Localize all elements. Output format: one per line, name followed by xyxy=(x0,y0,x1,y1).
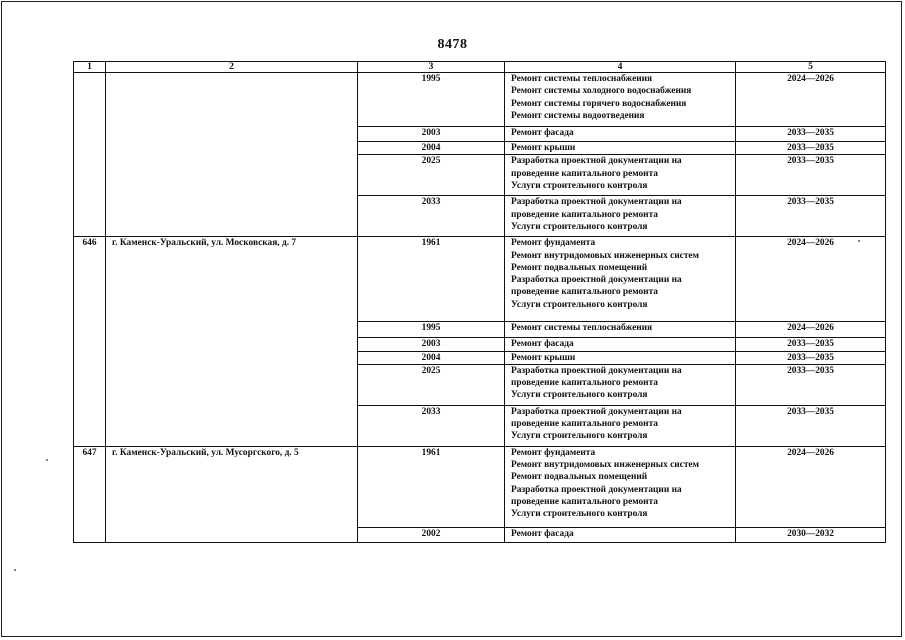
works-cell xyxy=(505,338,736,351)
works-cell xyxy=(505,527,736,542)
year-cell: 2025 xyxy=(358,364,505,405)
work-item: Ремонт внутридомовых инженерных систем xyxy=(511,250,699,261)
period-cell: 2033—2035 xyxy=(736,127,886,142)
period-cell: 2033—2035 xyxy=(736,155,886,196)
works-cell xyxy=(505,142,736,155)
period-cell: 2033—2035 xyxy=(736,338,886,351)
work-item: Ремонт фасада xyxy=(511,528,574,539)
work-item: Разработка проектной документации на xyxy=(511,156,682,167)
works-cell xyxy=(505,127,736,142)
year-cell: 2004 xyxy=(358,351,505,364)
scan-speck xyxy=(14,569,16,571)
work-item: Ремонт системы теплоснабжения xyxy=(511,323,653,334)
address-cell: г. Каменск-Уральский, ул. Мусоргского, д. 5 xyxy=(106,446,358,542)
period-cell: 2024—2026 xyxy=(736,237,886,322)
work-item: Разработка проектной документации на xyxy=(511,365,682,376)
year-cell: 2004 xyxy=(358,142,505,155)
work-item: Ремонт крыши xyxy=(511,352,576,363)
year-cell: 1995 xyxy=(358,73,505,127)
page-number: 8478 xyxy=(437,37,468,52)
row-number xyxy=(74,73,106,237)
work-item: Ремонт внутридомовых инженерных систем xyxy=(511,460,699,471)
work-item: проведение капитального ремонта xyxy=(511,209,658,220)
work-item: Ремонт системы водоотведения xyxy=(511,110,645,121)
period-cell: 2033—2035 xyxy=(736,405,886,446)
work-item: проведение капитального ремонта xyxy=(511,419,658,430)
year-cell: 1995 xyxy=(358,322,505,338)
work-item: Ремонт фасада xyxy=(511,339,574,350)
column-header-2: 2 xyxy=(106,62,358,73)
work-item: Ремонт фундамента xyxy=(511,238,596,249)
period-cell: 2033—2035 xyxy=(736,364,886,405)
table-body xyxy=(74,73,886,543)
works-cell xyxy=(505,351,736,364)
column-header-3: 3 xyxy=(358,62,505,73)
year-cell: 2025 xyxy=(358,155,505,196)
period-cell: 2033—2035 xyxy=(736,196,886,237)
year-cell: 2002 xyxy=(358,527,505,542)
scan-speck xyxy=(858,240,860,242)
works-cell xyxy=(505,364,736,405)
work-item: проведение капитального ремонта xyxy=(511,287,658,298)
header-row xyxy=(74,62,886,73)
period-cell: 2024—2026 xyxy=(736,322,886,338)
period-cell: 2024—2026 xyxy=(736,73,886,127)
works-cell xyxy=(505,405,736,446)
works-cell xyxy=(505,446,736,527)
year-cell: 1961 xyxy=(358,237,505,322)
column-header-5: 5 xyxy=(736,62,886,73)
work-item: Разработка проектной документации на xyxy=(511,484,682,495)
work-item: Ремонт фасада xyxy=(511,128,574,138)
year-cell: 2033 xyxy=(358,196,505,237)
work-item: Разработка проектной документации на xyxy=(511,275,682,286)
work-item: Ремонт подвальных помещений xyxy=(511,262,648,273)
table-row xyxy=(74,237,886,322)
scan-speck xyxy=(46,459,48,461)
year-cell: 2033 xyxy=(358,405,505,446)
work-item: Услуги строительного контроля xyxy=(511,431,648,442)
period-cell: 2030—2032 xyxy=(736,527,886,542)
work-item: Услуги строительного контроля xyxy=(511,299,648,310)
table-row xyxy=(74,446,886,527)
works-cell xyxy=(505,73,736,127)
work-item: Ремонт крыши xyxy=(511,143,576,153)
year-cell: 2003 xyxy=(358,338,505,351)
period-cell: 2024—2026 xyxy=(736,446,886,527)
year-cell: 2003 xyxy=(358,127,505,142)
period-cell: 2033—2035 xyxy=(736,142,886,155)
work-item: Услуги строительного контроля xyxy=(511,180,648,191)
period-cell: 2033—2035 xyxy=(736,351,886,364)
work-item: Услуги строительного контроля xyxy=(511,509,648,520)
works-cell xyxy=(505,322,736,338)
repair-schedule-table xyxy=(73,61,886,543)
work-item: Ремонт системы холодного водоснабжения xyxy=(511,86,692,97)
work-item: Ремонт системы теплоснабжения xyxy=(511,74,653,84)
works-cell xyxy=(505,196,736,237)
address-cell: г. Каменск-Уральский, ул. Московская, д. 7 xyxy=(106,237,358,447)
work-item: Разработка проектной документации на xyxy=(511,197,682,208)
row-number: 647 xyxy=(74,446,106,542)
work-item: Ремонт системы горячего водоснабжения xyxy=(511,98,687,109)
work-item: Услуги строительного контроля xyxy=(511,390,648,401)
address-cell xyxy=(106,73,358,237)
work-item: проведение капитального ремонта xyxy=(511,168,658,179)
row-number: 646 xyxy=(74,237,106,447)
year-cell: 1961 xyxy=(358,446,505,527)
work-item: проведение капитального ремонта xyxy=(511,497,658,508)
work-item: Ремонт подвальных помещений xyxy=(511,472,648,483)
work-item: проведение капитального ремонта xyxy=(511,378,658,389)
works-cell xyxy=(505,237,736,322)
work-item: Разработка проектной документации на xyxy=(511,406,682,417)
works-cell xyxy=(505,155,736,196)
column-header-4: 4 xyxy=(505,62,736,73)
table-row xyxy=(74,73,886,127)
work-item: Услуги строительного контроля xyxy=(511,221,648,232)
column-header-1: 1 xyxy=(74,62,106,73)
work-item: Ремонт фундамента xyxy=(511,447,596,458)
